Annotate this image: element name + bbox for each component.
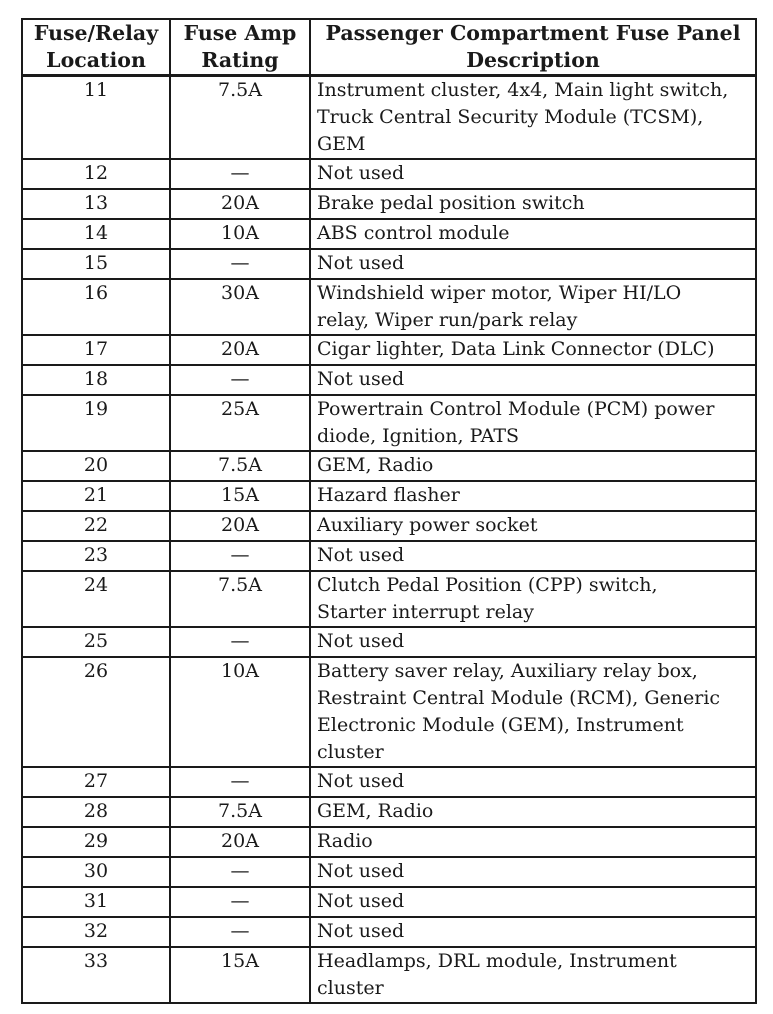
fuse-description-cell: [310, 627, 756, 657]
table-row: [22, 857, 756, 887]
table-row: [22, 571, 756, 627]
fuse-description-cell: [310, 797, 756, 827]
fuse-description-cell: [310, 451, 756, 481]
fuse-location-cell: 20: [22, 451, 170, 481]
description-line: diode, Ignition, PATS: [317, 425, 520, 447]
fuse-description-cell: [310, 365, 756, 395]
description-line: Auxiliary power socket: [317, 514, 538, 536]
fuse-description-cell: [310, 541, 756, 571]
fuse-amp-cell: —: [170, 365, 310, 395]
description-line: Restraint Central Module (RCM), Generic: [317, 687, 721, 709]
fuse-amp-cell: 10A: [170, 657, 310, 767]
fuse-description-cell: [310, 335, 756, 365]
description-line: Instrument cluster, 4x4, Main light switch,: [317, 79, 729, 101]
fuse-amp-cell: 25A: [170, 395, 310, 451]
fuse-amp-cell: 10A: [170, 219, 310, 249]
header-row: [22, 19, 756, 76]
description-line: Electronic Module (GEM), Instrument: [317, 714, 684, 736]
fuse-description-cell: [310, 481, 756, 511]
description-line: ABS control module: [317, 222, 510, 244]
header-amp-line: Fuse Amp: [183, 21, 297, 45]
fuse-description-cell: [310, 857, 756, 887]
table-row: [22, 767, 756, 797]
description-line: Clutch Pedal Position (CPP) switch,: [317, 574, 658, 596]
fuse-amp-cell: 20A: [170, 827, 310, 857]
fuse-location-cell: 30: [22, 857, 170, 887]
table-row: [22, 365, 756, 395]
table-row: [22, 159, 756, 189]
description-line: GEM: [317, 133, 366, 155]
fuse-amp-cell: 15A: [170, 947, 310, 1003]
description-line: Headlamps, DRL module, Instrument: [317, 950, 677, 972]
description-line: Cigar lighter, Data Link Connector (DLC): [317, 338, 715, 360]
header-description: [310, 19, 756, 76]
fuse-amp-cell: —: [170, 159, 310, 189]
fuse-location-cell: 21: [22, 481, 170, 511]
fuse-description-cell: [310, 76, 756, 160]
table-row: [22, 395, 756, 451]
description-line: Windshield wiper motor, Wiper HI/LO: [317, 282, 682, 304]
fuse-description-cell: [310, 767, 756, 797]
table-row: [22, 797, 756, 827]
fuse-location-cell: 31: [22, 887, 170, 917]
fuse-amp-cell: —: [170, 627, 310, 657]
description-line: cluster: [317, 977, 384, 999]
description-line: Truck Central Security Module (TCSM),: [317, 106, 704, 128]
description-line: Battery saver relay, Auxiliary relay box,: [317, 660, 698, 682]
header-location-line: Fuse/Relay: [33, 21, 159, 45]
fuse-amp-cell: 7.5A: [170, 797, 310, 827]
table-row: [22, 511, 756, 541]
table-row: [22, 917, 756, 947]
fuse-location-cell: 13: [22, 189, 170, 219]
fuse-amp-cell: —: [170, 887, 310, 917]
table-row: [22, 947, 756, 1003]
description-line: cluster: [317, 741, 384, 763]
fuse-description-cell: [310, 947, 756, 1003]
fuse-description-cell: [310, 657, 756, 767]
fuse-description-cell: [310, 827, 756, 857]
fuse-description-cell: [310, 917, 756, 947]
fuse-amp-cell: 7.5A: [170, 571, 310, 627]
table-row: [22, 76, 756, 160]
table-row: [22, 481, 756, 511]
description-line: Not used: [317, 860, 405, 882]
fuse-location-cell: 29: [22, 827, 170, 857]
fuse-description-cell: [310, 279, 756, 335]
description-line: Starter interrupt relay: [317, 601, 534, 623]
header-location-line: Location: [46, 48, 146, 72]
description-line: Powertrain Control Module (PCM) power: [317, 398, 715, 420]
description-line: GEM, Radio: [317, 454, 434, 476]
fuse-location-cell: 14: [22, 219, 170, 249]
header-amp-line: Rating: [201, 48, 279, 72]
fuse-panel-table: [21, 18, 757, 1004]
fuse-location-cell: 16: [22, 279, 170, 335]
description-line: Not used: [317, 770, 405, 792]
fuse-description-cell: [310, 249, 756, 279]
fuse-location-cell: 33: [22, 947, 170, 1003]
description-line: relay, Wiper run/park relay: [317, 309, 578, 331]
fuse-amp-cell: 7.5A: [170, 76, 310, 160]
description-line: Not used: [317, 920, 405, 942]
fuse-location-cell: 27: [22, 767, 170, 797]
header-description-line: Passenger Compartment Fuse Panel: [325, 21, 741, 45]
fuse-location-cell: 17: [22, 335, 170, 365]
description-line: GEM, Radio: [317, 800, 434, 822]
description-line: Hazard flasher: [317, 484, 460, 506]
fuse-location-cell: 24: [22, 571, 170, 627]
description-line: Not used: [317, 544, 405, 566]
fuse-description-cell: [310, 887, 756, 917]
fuse-location-cell: 25: [22, 627, 170, 657]
table-body: [22, 76, 756, 1004]
fuse-amp-cell: 30A: [170, 279, 310, 335]
description-line: Not used: [317, 368, 405, 390]
fuse-amp-cell: 20A: [170, 511, 310, 541]
fuse-description-cell: [310, 571, 756, 627]
fuse-description-cell: [310, 511, 756, 541]
fuse-amp-cell: —: [170, 917, 310, 947]
fuse-location-cell: 23: [22, 541, 170, 571]
table-row: [22, 335, 756, 365]
fuse-location-cell: 19: [22, 395, 170, 451]
table-row: [22, 827, 756, 857]
fuse-description-cell: [310, 159, 756, 189]
table-row: [22, 189, 756, 219]
description-line: Not used: [317, 252, 405, 274]
header-location: [22, 19, 170, 76]
header-amp-rating: [170, 19, 310, 76]
fuse-location-cell: 28: [22, 797, 170, 827]
fuse-amp-cell: 20A: [170, 335, 310, 365]
fuse-amp-cell: —: [170, 249, 310, 279]
table-row: [22, 541, 756, 571]
table-header: [22, 19, 756, 76]
fuse-amp-cell: —: [170, 767, 310, 797]
fuse-amp-cell: —: [170, 541, 310, 571]
fuse-location-cell: 12: [22, 159, 170, 189]
fuse-amp-cell: 20A: [170, 189, 310, 219]
table-row: [22, 887, 756, 917]
table-row: [22, 657, 756, 767]
fuse-location-cell: 32: [22, 917, 170, 947]
description-line: Not used: [317, 890, 405, 912]
table-row: [22, 219, 756, 249]
table-row: [22, 627, 756, 657]
description-line: Not used: [317, 630, 405, 652]
fuse-description-cell: [310, 189, 756, 219]
header-description-line: Description: [466, 48, 600, 72]
fuse-description-cell: [310, 395, 756, 451]
table-row: [22, 451, 756, 481]
table-row: [22, 249, 756, 279]
fuse-location-cell: 26: [22, 657, 170, 767]
fuse-amp-cell: 7.5A: [170, 451, 310, 481]
fuse-location-cell: 11: [22, 76, 170, 160]
fuse-location-cell: 15: [22, 249, 170, 279]
description-line: Brake pedal position switch: [317, 192, 585, 214]
fuse-amp-cell: —: [170, 857, 310, 887]
fuse-location-cell: 18: [22, 365, 170, 395]
description-line: Radio: [317, 830, 373, 852]
table-row: [22, 279, 756, 335]
fuse-amp-cell: 15A: [170, 481, 310, 511]
description-line: Not used: [317, 162, 405, 184]
fuse-location-cell: 22: [22, 511, 170, 541]
fuse-description-cell: [310, 219, 756, 249]
